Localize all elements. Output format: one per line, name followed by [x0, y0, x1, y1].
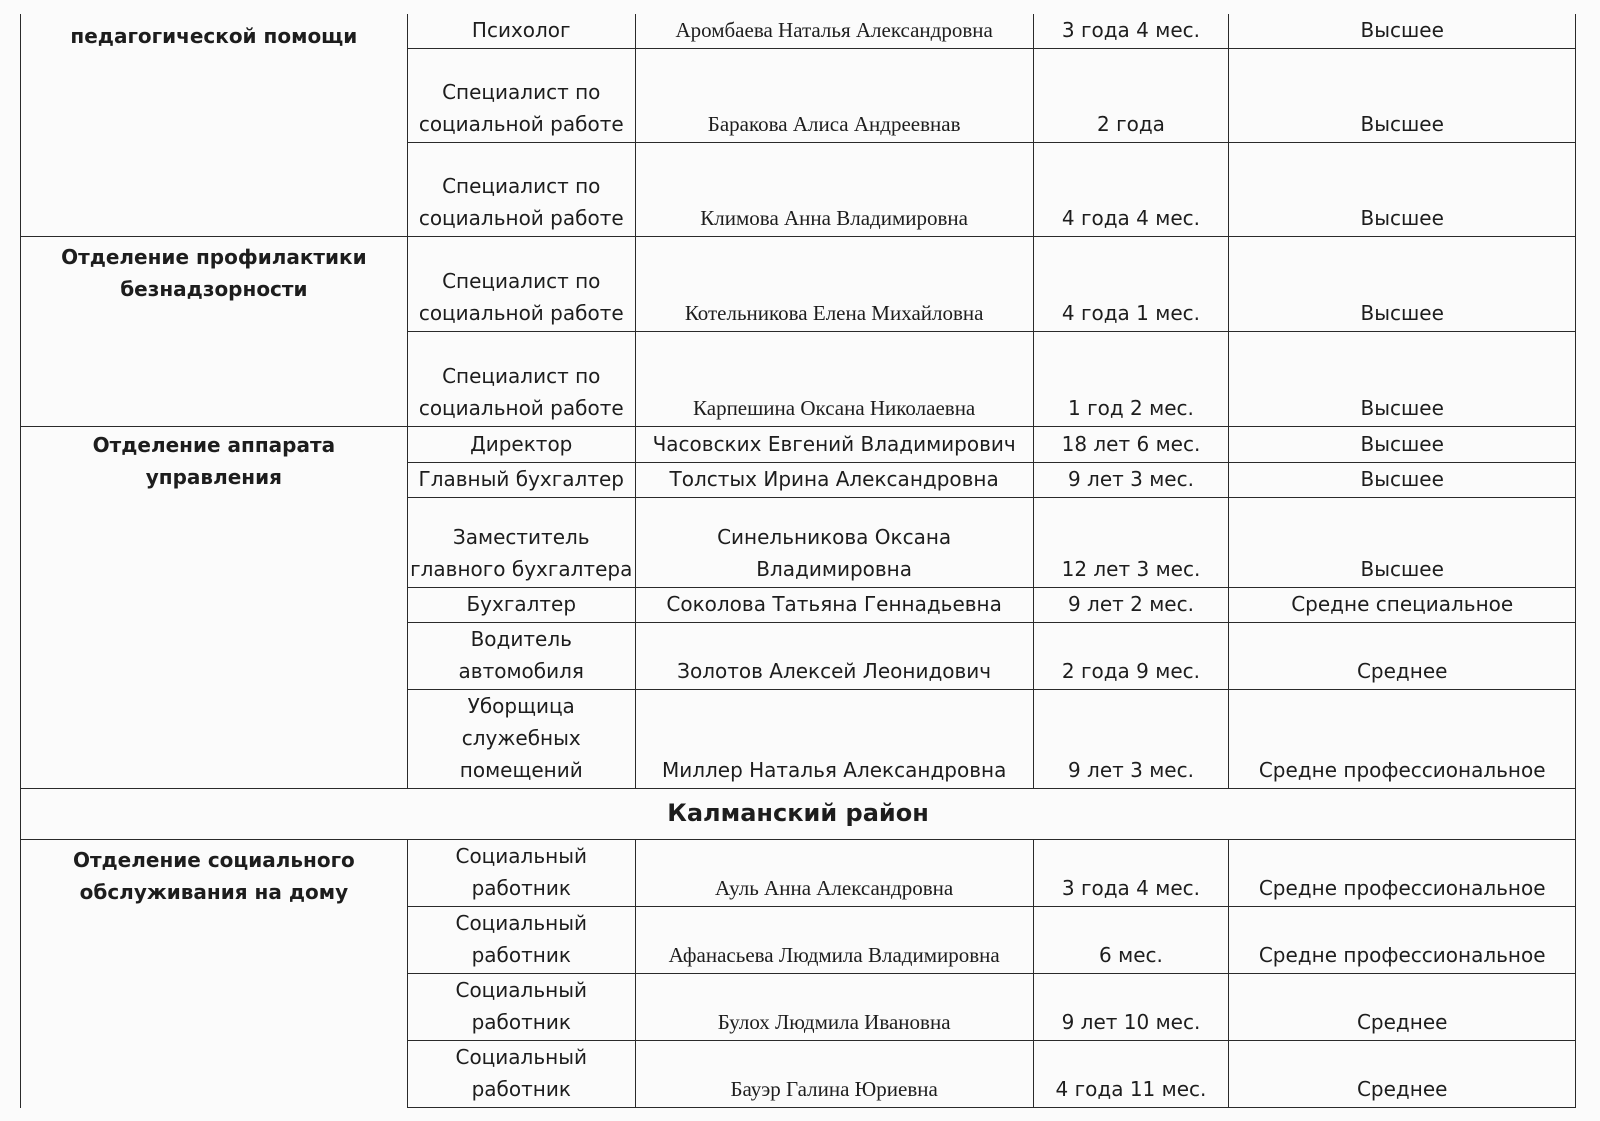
education-cell: Высшее [1229, 49, 1576, 143]
education-cell: Средне профессиональное [1229, 690, 1576, 789]
experience-cell: 12 лет 3 мес. [1033, 498, 1229, 588]
section-title: Калманский район [21, 789, 1576, 840]
education-cell: Высшее [1229, 498, 1576, 588]
name-cell: Котельникова Елена Михайловна [635, 237, 1033, 332]
position-cell: Социальный работник [407, 840, 635, 907]
name-cell: Баракова Алиса Андреевнав [635, 49, 1033, 143]
education-cell: Высшее [1229, 143, 1576, 237]
name-cell: Толстых Ирина Александровна [635, 463, 1033, 498]
education-cell: Среднее [1229, 1041, 1576, 1108]
position-cell: Социальный работник [407, 907, 635, 974]
position-cell: Уборщица служебных помещений [407, 690, 635, 789]
department-cell: Отделение социального обслуживания на дому [21, 840, 408, 1108]
education-cell: Средне профессиональное [1229, 907, 1576, 974]
position-cell: Специалист по социальной работе [407, 237, 635, 332]
experience-cell: 3 года 4 мес. [1033, 840, 1229, 907]
experience-cell: 3 года 4 мес. [1033, 14, 1229, 49]
name-cell: Бауэр Галина Юриевна [635, 1041, 1033, 1108]
name-cell: Климова Анна Владимировна [635, 143, 1033, 237]
position-cell: Специалист по социальной работе [407, 332, 635, 427]
position-cell: Главный бухгалтер [407, 463, 635, 498]
education-cell: Высшее [1229, 237, 1576, 332]
education-cell: Средне профессиональное [1229, 840, 1576, 907]
position-cell: Водитель автомобиля [407, 623, 635, 690]
name-cell: Соколова Татьяна Геннадьевна [635, 588, 1033, 623]
position-cell: Бухгалтер [407, 588, 635, 623]
education-cell: Средне специальное [1229, 588, 1576, 623]
position-cell: Социальный работник [407, 1041, 635, 1108]
experience-cell: 18 лет 6 мес. [1033, 427, 1229, 463]
table-row [21, 840, 1576, 907]
name-cell: Карпешина Оксана Николаевна [635, 332, 1033, 427]
name-cell: Ауль Анна Александровна [635, 840, 1033, 907]
name-cell: Афанасьева Людмила Владимировна [635, 907, 1033, 974]
table-row [21, 14, 1576, 49]
section-row [21, 789, 1576, 840]
experience-cell: 4 года 11 мес. [1033, 1041, 1229, 1108]
experience-cell: 9 лет 3 мес. [1033, 463, 1229, 498]
staff-table [20, 14, 1576, 1108]
table-row [21, 237, 1576, 332]
name-cell: Булох Людмила Ивановна [635, 974, 1033, 1041]
experience-cell: 9 лет 10 мес. [1033, 974, 1229, 1041]
department-cell: Отделение аппарата управления [21, 427, 408, 789]
name-cell: Синельникова Оксана Владимировна [635, 498, 1033, 588]
position-cell: Специалист по социальной работе [407, 49, 635, 143]
experience-cell: 9 лет 3 мес. [1033, 690, 1229, 789]
table-row [21, 427, 1576, 463]
education-cell: Среднее [1229, 623, 1576, 690]
position-cell: Психолог [407, 14, 635, 49]
department-cell: педагогической помощи [21, 14, 408, 237]
name-cell: Аромбаева Наталья Александровна [635, 14, 1033, 49]
position-cell: Директор [407, 427, 635, 463]
position-cell: Социальный работник [407, 974, 635, 1041]
education-cell: Среднее [1229, 974, 1576, 1041]
experience-cell: 1 год 2 мес. [1033, 332, 1229, 427]
education-cell: Высшее [1229, 463, 1576, 498]
name-cell: Миллер Наталья Александровна [635, 690, 1033, 789]
education-cell: Высшее [1229, 427, 1576, 463]
department-cell: Отделение профилактики безнадзорности [21, 237, 408, 427]
experience-cell: 2 года [1033, 49, 1229, 143]
name-cell: Часовских Евгений Владимирович [635, 427, 1033, 463]
name-cell: Золотов Алексей Леонидович [635, 623, 1033, 690]
experience-cell: 6 мес. [1033, 907, 1229, 974]
experience-cell: 4 года 1 мес. [1033, 237, 1229, 332]
education-cell: Высшее [1229, 332, 1576, 427]
position-cell: Специалист по социальной работе [407, 143, 635, 237]
position-cell: Заместитель главного бухгалтера [407, 498, 635, 588]
experience-cell: 9 лет 2 мес. [1033, 588, 1229, 623]
experience-cell: 2 года 9 мес. [1033, 623, 1229, 690]
education-cell: Высшее [1229, 14, 1576, 49]
experience-cell: 4 года 4 мес. [1033, 143, 1229, 237]
